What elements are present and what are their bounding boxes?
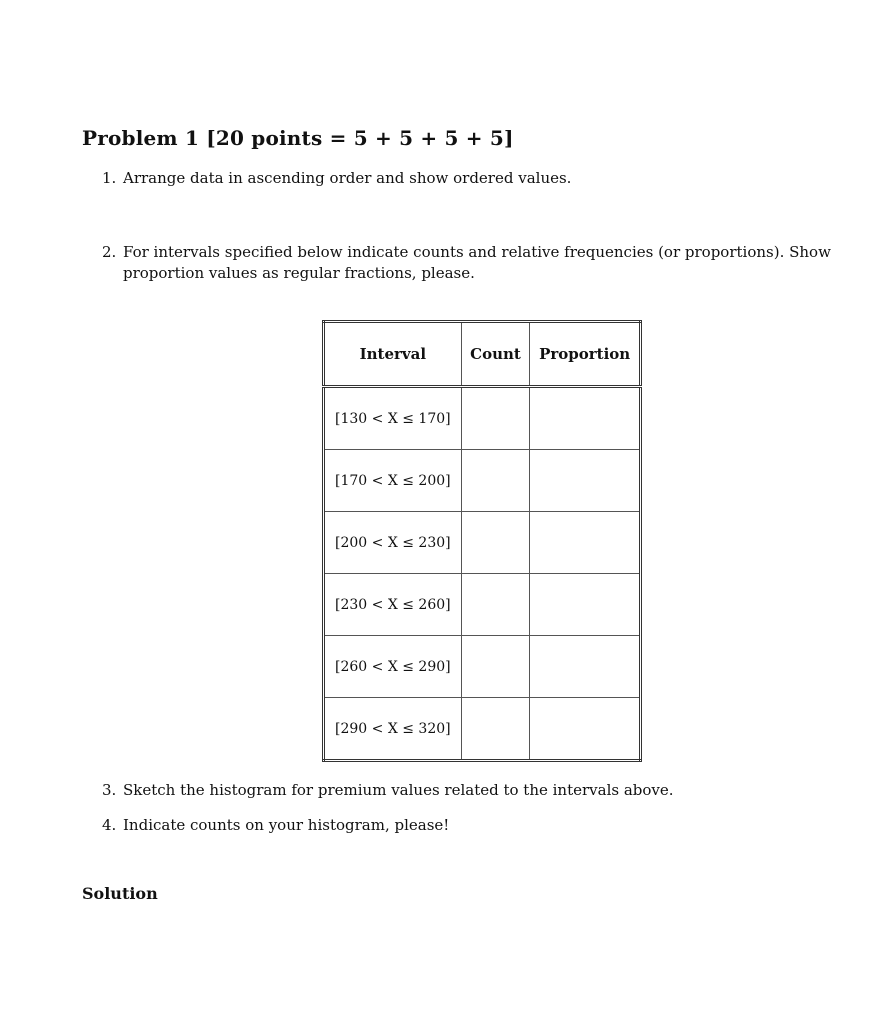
table-row	[324, 450, 641, 512]
list-item-number: 2.	[102, 243, 117, 261]
proportion-cell[interactable]	[530, 387, 641, 450]
list-item-3	[102, 780, 674, 801]
count-cell[interactable]	[461, 387, 530, 450]
interval-cell: [290 < X ≤ 320]	[324, 698, 462, 761]
list-item-text: Sketch the histogram for premium values related to the intervals above.	[123, 781, 674, 799]
list-item-number: 3.	[102, 781, 117, 799]
table-row	[324, 698, 641, 761]
list-item-text: Arrange data in ascending order and show ordered values.	[123, 169, 572, 187]
interval-cell: [230 < X ≤ 260]	[324, 574, 462, 636]
proportion-cell[interactable]	[530, 698, 641, 761]
frequency-table	[322, 320, 642, 762]
count-cell[interactable]	[461, 574, 530, 636]
interval-cell: [260 < X ≤ 290]	[324, 636, 462, 698]
proportion-cell[interactable]	[530, 450, 641, 512]
header-proportion: Proportion	[530, 322, 641, 387]
count-cell[interactable]	[461, 636, 530, 698]
header-interval: Interval	[324, 322, 462, 387]
list-item-text: Indicate counts on your histogram, please!	[123, 816, 450, 834]
list-item-2	[102, 242, 847, 284]
table-row	[324, 574, 641, 636]
table-row	[324, 636, 641, 698]
table-row	[324, 387, 641, 450]
interval-cell: [130 < X ≤ 170]	[324, 387, 462, 450]
problem-title: Problem 1 [20 points = 5 + 5 + 5 + 5]	[82, 126, 514, 150]
list-item-text: For intervals specified below indicate counts and relative frequencies (or proportions). Show proportion values as regular fractions, please.	[123, 243, 831, 282]
proportion-cell[interactable]	[530, 512, 641, 574]
list-item-1	[102, 168, 571, 189]
table-row	[324, 512, 641, 574]
count-cell[interactable]	[461, 512, 530, 574]
interval-cell: [200 < X ≤ 230]	[324, 512, 462, 574]
solution-heading: Solution	[82, 884, 158, 903]
table-header-row	[324, 322, 641, 387]
list-item-4	[102, 815, 449, 836]
list-item-number: 4.	[102, 816, 117, 834]
interval-cell: [170 < X ≤ 200]	[324, 450, 462, 512]
count-cell[interactable]	[461, 450, 530, 512]
count-cell[interactable]	[461, 698, 530, 761]
proportion-cell[interactable]	[530, 574, 641, 636]
proportion-cell[interactable]	[530, 636, 641, 698]
list-item-number: 1.	[102, 169, 117, 187]
header-count: Count	[461, 322, 530, 387]
